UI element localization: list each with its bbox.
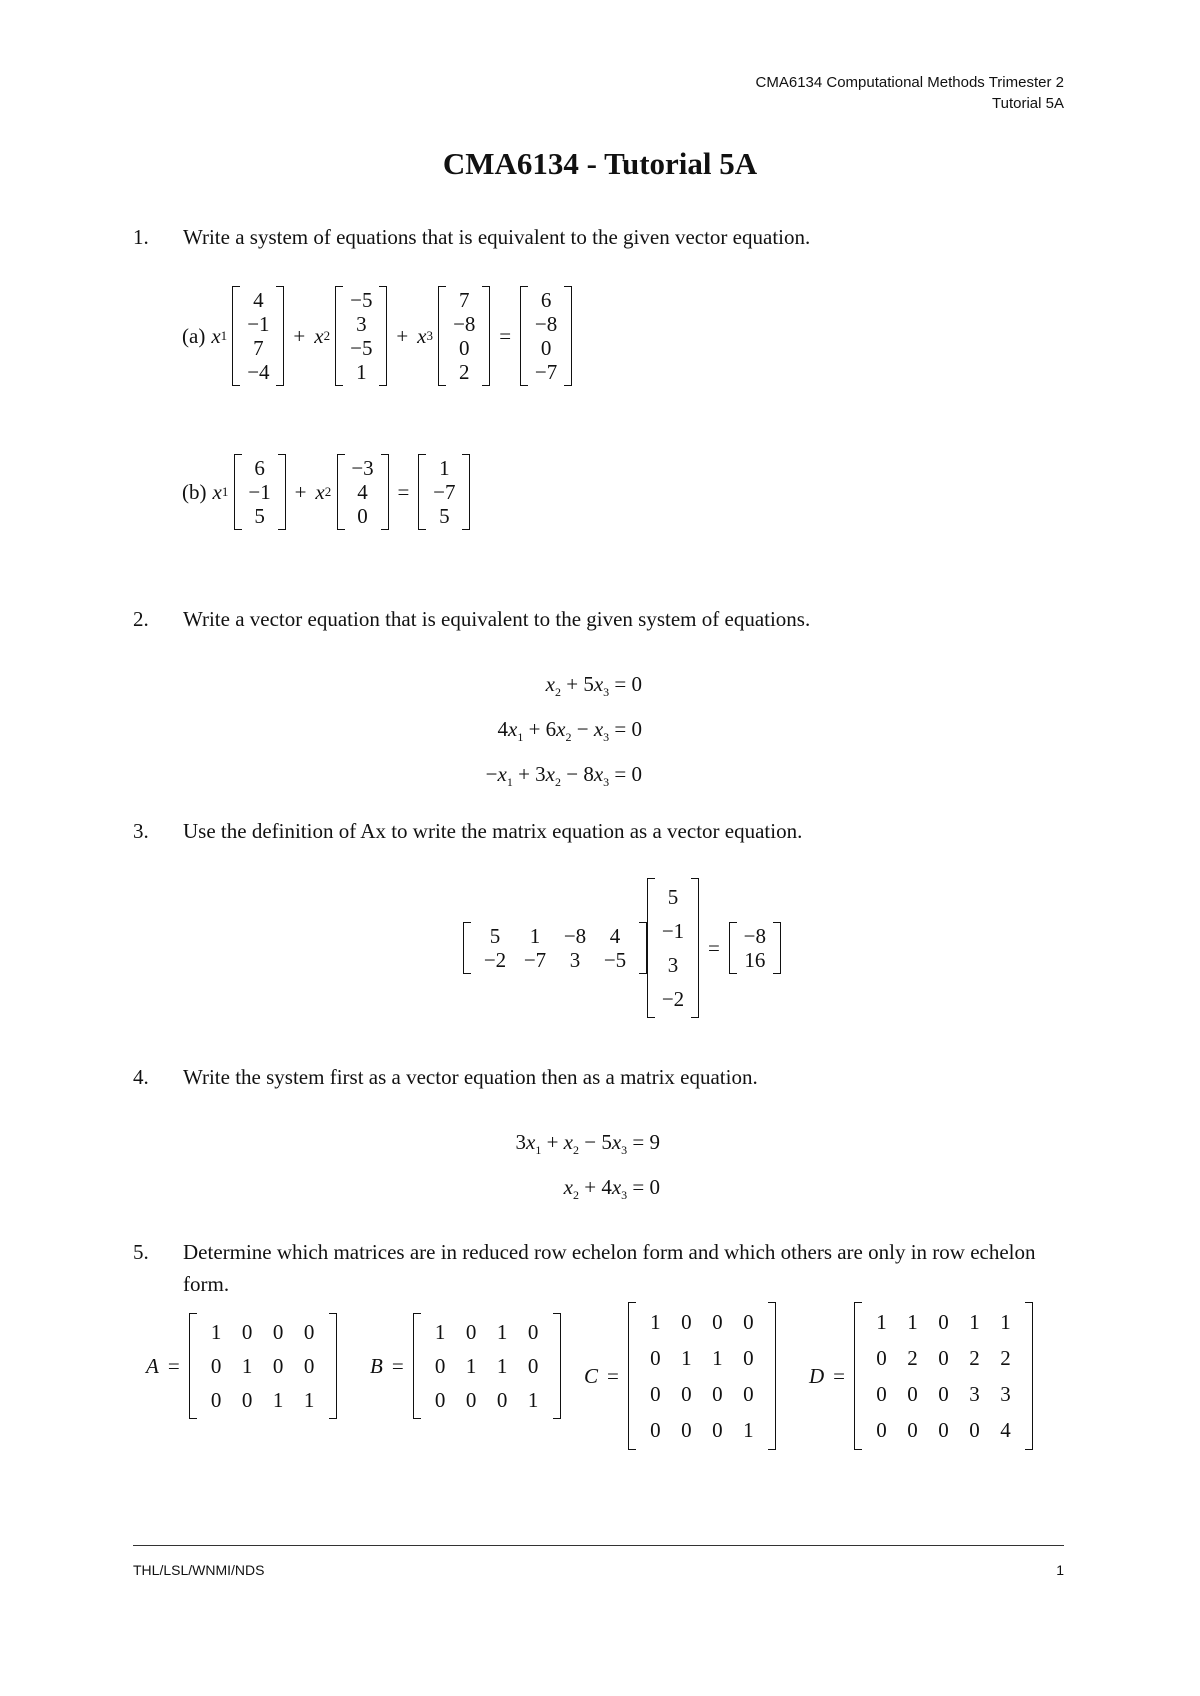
matrix-cell: 0 (357, 504, 368, 528)
q5-matrix-b-group: B = 1 0 1 0 0 1 1 0 0 0 0 1 (370, 1313, 561, 1419)
matrix-cell: 0 (434, 1388, 446, 1412)
matrix-cell: 0 (465, 1320, 477, 1344)
q5-matrix-b (413, 1313, 561, 1419)
matrix-row (450, 288, 478, 312)
matrix-cell: 2 (1000, 1346, 1011, 1370)
q3-matrix-a (463, 922, 647, 974)
matrix-row (866, 1412, 1021, 1448)
matrix-cell: 0 (272, 1320, 284, 1344)
q5-matrix-name: B (370, 1353, 383, 1378)
matrix-row (425, 1349, 549, 1383)
matrix-row (201, 1315, 325, 1349)
matrix-row (347, 288, 375, 312)
matrix-cell: 0 (876, 1382, 887, 1406)
matrix-cell: 1 (529, 924, 541, 948)
question-1: 1. Write a system of equations that is equivalent to the given vector equation. (133, 225, 811, 249)
matrix-cell: 0 (241, 1320, 253, 1344)
matrix-cell: 1 (712, 1346, 723, 1370)
matrix-cell: 3 (569, 948, 581, 972)
matrix-cell: 0 (743, 1310, 754, 1334)
matrix-cell: 0 (876, 1418, 887, 1442)
matrix-row (475, 924, 635, 948)
matrix-cell: 5 (489, 924, 501, 948)
q1a-vector-3 (438, 286, 490, 386)
q5-matrix-a-group: A = 1 0 0 0 0 1 0 0 0 0 1 1 (146, 1313, 337, 1419)
matrix-cell: 1 (907, 1310, 918, 1334)
q1b-equation: (b) x 1 6 −1 5 + x 2 −3 4 0 = 1 −7 5 (182, 454, 470, 530)
matrix-row (347, 336, 375, 360)
matrix-cell: 0 (650, 1418, 661, 1442)
matrix-cell: 1 (465, 1354, 477, 1378)
matrix-cell: 3 (667, 953, 679, 977)
matrix-cell: −8 (563, 924, 587, 948)
matrix-cell: 0 (527, 1320, 539, 1344)
matrix-cell: 3 (1000, 1382, 1011, 1406)
matrix-cell: 0 (712, 1382, 723, 1406)
matrix-cell: −7 (523, 948, 547, 972)
matrix-cell: 0 (681, 1418, 692, 1442)
matrix-row (430, 480, 458, 504)
matrix-row (430, 504, 458, 528)
matrix-row (866, 1304, 1021, 1340)
matrix-cell: 0 (458, 336, 470, 360)
matrix-row (347, 312, 375, 336)
matrix-row (244, 336, 272, 360)
matrix-row (741, 948, 769, 972)
q2-system (486, 666, 642, 802)
matrix-cell: −8 (453, 312, 476, 336)
matrix-row (659, 982, 687, 1016)
matrix-row (347, 360, 375, 384)
matrix-cell: −7 (433, 480, 456, 504)
q5-matrix-name: C (584, 1363, 599, 1388)
q5-matrix-d-group: D = 1 1 0 1 1 0 2 0 2 2 0 0 0 3 3 0 0 0 0 4 (809, 1302, 1033, 1450)
q1b-vector-1 (234, 454, 286, 530)
matrix-row (532, 336, 560, 360)
matrix-cell: 0 (465, 1388, 477, 1412)
matrix-row (475, 948, 635, 972)
q2-equation: $x_2 + 5x_3 = 0$ (545, 672, 642, 700)
q3-equation: 5 1 −8 4 −2 −7 3 −5 5 −1 3 −2 = −8 16 (463, 878, 781, 1018)
q5-matrix-c (628, 1302, 776, 1450)
matrix-cell: 0 (712, 1418, 723, 1442)
matrix-cell: 0 (907, 1418, 918, 1442)
matrix-row (640, 1376, 764, 1412)
matrix-row (246, 456, 274, 480)
matrix-cell: 0 (496, 1388, 508, 1412)
matrix-cell: 0 (434, 1354, 446, 1378)
matrix-cell: 0 (210, 1354, 222, 1378)
matrix-cell: 0 (650, 1382, 661, 1406)
matrix-row (640, 1340, 764, 1376)
footer-divider (133, 1545, 1064, 1546)
matrix-row (450, 360, 478, 384)
matrix-cell: 1 (434, 1320, 446, 1344)
q2-equation: $4x_1 + 6x_2 - x_3 = 0$ (497, 717, 642, 745)
matrix-cell: −1 (661, 919, 685, 943)
matrix-cell: 0 (650, 1346, 661, 1370)
matrix-row (532, 288, 560, 312)
matrix-cell: 0 (272, 1354, 284, 1378)
matrix-cell: 2 (458, 360, 470, 384)
matrix-cell: 0 (743, 1382, 754, 1406)
matrix-cell: 2 (969, 1346, 980, 1370)
question-2: 2. Write a vector equation that is equivalent to the given system of equations. (133, 607, 811, 631)
matrix-cell: 1 (876, 1310, 887, 1334)
matrix-cell: 1 (969, 1310, 980, 1334)
matrix-row (425, 1383, 549, 1417)
matrix-cell: 1 (1000, 1310, 1011, 1334)
matrix-cell: 5 (439, 504, 450, 528)
matrix-cell: −8 (534, 312, 558, 336)
matrix-row (425, 1315, 549, 1349)
matrix-row (532, 312, 560, 336)
matrix-row (640, 1304, 764, 1340)
matrix-row (659, 948, 687, 982)
matrix-cell: 4 (357, 480, 368, 504)
matrix-cell: 0 (681, 1310, 692, 1334)
matrix-cell: 2 (907, 1346, 918, 1370)
matrix-cell: 0 (938, 1346, 949, 1370)
matrix-cell: 1 (303, 1388, 315, 1412)
q1b-vector-2 (337, 454, 389, 530)
matrix-cell: −1 (247, 312, 270, 336)
matrix-row (349, 480, 377, 504)
matrix-cell: 1 (743, 1418, 754, 1442)
header-course: CMA6134 Computational Methods Trimester 2 (755, 74, 1064, 91)
header-tutorial: Tutorial 5A (992, 95, 1064, 112)
matrix-cell: 0 (527, 1354, 539, 1378)
q3-vector-b (729, 922, 781, 974)
q1a-equation: (a) x 1 4 −1 7 −4 + x 2 −5 3 −5 1 + x 3 7 −8 0 2 = 6 −8 0 −7 (182, 286, 572, 386)
matrix-cell: 1 (527, 1388, 539, 1412)
matrix-cell: 1 (496, 1354, 508, 1378)
q5-matrix-c-group: C = 1 0 0 0 0 1 1 0 0 0 0 0 0 0 0 1 (584, 1302, 776, 1450)
matrix-row (866, 1340, 1021, 1376)
matrix-cell: 5 (254, 504, 265, 528)
matrix-cell: 0 (938, 1382, 949, 1406)
matrix-row (640, 1412, 764, 1448)
matrix-cell: −7 (534, 360, 558, 384)
matrix-cell: 4 (1000, 1418, 1011, 1442)
q4-equation: $x_2 + 4x_3 = 0$ (563, 1175, 660, 1203)
matrix-cell: 7 (253, 336, 264, 360)
q1a-vector-1 (232, 286, 284, 386)
matrix-cell: 1 (496, 1320, 508, 1344)
matrix-cell: 0 (938, 1418, 949, 1442)
page-title: CMA6134 - Tutorial 5A (442, 146, 758, 181)
q1b-rhs (418, 454, 470, 530)
q3-vector-x (647, 878, 699, 1018)
q2-equation: $-x_1 + 3x_2 - 8x_3 = 0$ (485, 762, 642, 790)
question-4: 4. Write the system first as a vector equation then as a matrix equation. (133, 1065, 758, 1089)
matrix-row (349, 504, 377, 528)
page-number: 1 (1056, 1562, 1064, 1578)
matrix-row (349, 456, 377, 480)
matrix-cell: −4 (247, 360, 270, 384)
question-5: 5. Determine which matrices are in reduced row echelon form and which others are only in row echelon form. (133, 1240, 1036, 1296)
matrix-cell: 1 (681, 1346, 692, 1370)
matrix-cell: −3 (351, 456, 374, 480)
matrix-row (246, 504, 274, 528)
matrix-cell: −5 (350, 288, 373, 312)
matrix-row (201, 1349, 325, 1383)
matrix-cell: 7 (458, 288, 470, 312)
matrix-cell: 0 (907, 1382, 918, 1406)
matrix-cell: 1 (356, 360, 367, 384)
matrix-row (450, 336, 478, 360)
matrix-cell: 4 (253, 288, 264, 312)
matrix-cell: 6 (254, 456, 265, 480)
matrix-cell: 0 (969, 1418, 980, 1442)
q5-matrix-d (854, 1302, 1033, 1450)
q4-system (515, 1124, 660, 1214)
matrix-cell: 0 (743, 1346, 754, 1370)
matrix-cell: −2 (483, 948, 507, 972)
matrix-cell: 0 (712, 1310, 723, 1334)
matrix-cell: 1 (439, 456, 450, 480)
matrix-row (244, 312, 272, 336)
q1a-rhs (520, 286, 572, 386)
page-header (756, 72, 1064, 114)
matrix-cell: −5 (350, 336, 373, 360)
matrix-row (450, 312, 478, 336)
q1a-vector-2 (335, 286, 387, 386)
matrix-cell: 16 (744, 948, 766, 972)
question-3: 3. Use the definition of Ax to write the matrix equation as a vector equation. (133, 819, 803, 843)
matrix-cell: 3 (969, 1382, 980, 1406)
matrix-row (659, 914, 687, 948)
q4-equation: $3x_1 + x_2 - 5x_3 = 9$ (515, 1130, 660, 1158)
matrix-row (430, 456, 458, 480)
q5-matrix-name: A (146, 1353, 159, 1378)
matrix-row (244, 360, 272, 384)
matrix-row (246, 480, 274, 504)
matrix-cell: −2 (661, 987, 685, 1011)
q5-matrix-a (189, 1313, 337, 1419)
matrix-cell: 0 (303, 1354, 315, 1378)
matrix-cell: 5 (667, 885, 679, 909)
matrix-cell: 3 (356, 312, 367, 336)
matrix-row (532, 360, 560, 384)
matrix-cell: −8 (743, 924, 767, 948)
matrix-cell: 0 (681, 1382, 692, 1406)
footer-authors: THL/LSL/WNMI/NDS (133, 1562, 265, 1578)
matrix-cell: 0 (303, 1320, 315, 1344)
matrix-row (866, 1376, 1021, 1412)
matrix-cell: −1 (248, 480, 271, 504)
matrix-cell: −5 (603, 948, 627, 972)
matrix-cell: 0 (210, 1388, 222, 1412)
q5-matrix-name: D (809, 1363, 825, 1388)
matrix-row (741, 924, 769, 948)
matrix-cell: 1 (272, 1388, 284, 1412)
matrix-cell: 0 (938, 1310, 949, 1334)
matrix-cell: 0 (540, 336, 552, 360)
matrix-cell: 6 (540, 288, 552, 312)
matrix-cell: 1 (241, 1354, 253, 1378)
matrix-row (244, 288, 272, 312)
matrix-row (201, 1383, 325, 1417)
matrix-cell: 1 (210, 1320, 222, 1344)
matrix-cell: 4 (609, 924, 621, 948)
matrix-cell: 1 (650, 1310, 661, 1334)
matrix-cell: 0 (241, 1388, 253, 1412)
matrix-cell: 0 (876, 1346, 887, 1370)
matrix-row (659, 880, 687, 914)
